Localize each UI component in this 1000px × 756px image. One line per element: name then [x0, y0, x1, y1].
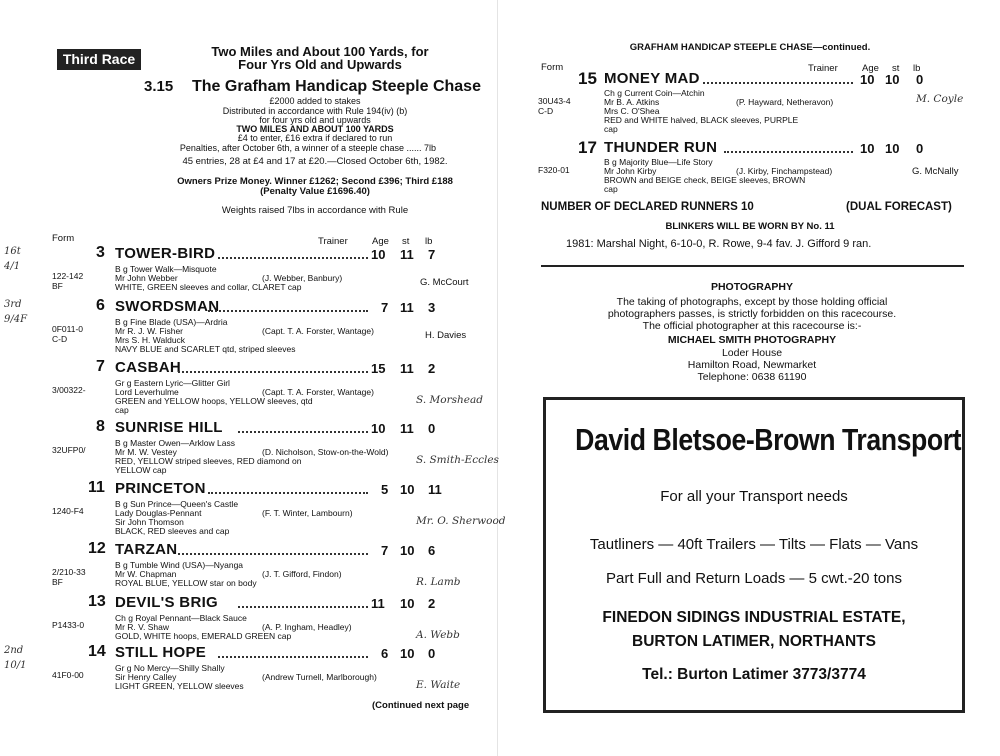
runner-trainer: (D. Nicholson, Stow-on-the-Wold) [262, 447, 389, 457]
runner-owner: Sir Henry Calley [115, 672, 177, 682]
runner-stone: 10 [885, 141, 900, 156]
runner-colours-cont: cap [115, 405, 129, 415]
runner-form: F320-01 [538, 165, 570, 175]
runner-dots [178, 360, 368, 373]
handwritten-jockey: A. Webb [416, 629, 460, 641]
runner-number: 11 [88, 479, 105, 496]
runner-name: PRINCETON [115, 480, 206, 497]
runner-owner: Mr R. J. W. Fisher [115, 326, 183, 336]
runner-name: TARZAN [115, 541, 178, 558]
runner-pounds: 0 [428, 421, 436, 436]
runner-age: 10 [371, 421, 386, 436]
runner-colours: LIGHT GREEN, YELLOW sleeves [115, 681, 244, 691]
runner-dots [238, 420, 368, 433]
condition-line: £4 to enter, £16 extra if declared to run [237, 133, 393, 143]
col-header-st-right: st [892, 63, 900, 74]
runner-colours: WHITE, GREEN sleeves and collar, CLARET cap [115, 282, 302, 292]
runner-name: MONEY MAD [604, 70, 700, 87]
runner-dots [208, 481, 368, 494]
handwritten-jockey: E. Waite [416, 679, 461, 691]
runner-owner: Mr R. V. Shaw [115, 622, 170, 632]
photography-text: photographers passes, is strictly forbidden on this racecourse. [607, 308, 897, 320]
runner-entry [0, 244, 497, 300]
runner-colours: NAVY BLUE and SCARLET qtd, striped sleeves [115, 344, 296, 354]
runner-age: 5 [381, 482, 389, 497]
runner-jockey: H. Davies [425, 330, 467, 341]
runner-number: 8 [96, 418, 105, 435]
runner-colours: ROYAL BLUE, YELLOW star on body [115, 578, 257, 588]
runner-form: 3/00322- [52, 385, 86, 395]
runner-trainer: (Capt. T. A. Forster, Wantage) [262, 326, 374, 336]
condition-line: Distributed in accordance with Rule 194(iv) (b) [222, 106, 408, 116]
runner-trainer: (J. Kirby, Finchampstead) [736, 166, 833, 176]
runner-stone: 10 [400, 646, 415, 661]
col-header-lb-right: lb [913, 63, 921, 74]
runner-form: 122-142 BF [52, 271, 84, 291]
photographer-address: Hamilton Road, Newmarket [687, 359, 817, 371]
runner-owner: Mr B. A. Atkins [604, 97, 660, 107]
runner-entry [0, 418, 497, 474]
runner-colours-cont: cap [604, 184, 618, 194]
runner-stone: 10 [885, 72, 900, 87]
continued-note: (Continued next page [372, 700, 470, 711]
section-divider [541, 265, 964, 267]
runner-stone: 11 [400, 247, 414, 262]
runner-trainer: (Capt. T. A. Forster, Wantage) [262, 387, 374, 397]
runner-pounds: 0 [916, 141, 924, 156]
declared-runners: NUMBER OF DECLARED RUNNERS 10 [541, 201, 754, 213]
runner-name: TOWER-BIRD [115, 245, 216, 262]
runner-pounds: 2 [428, 361, 436, 376]
runner-jockey: G. McNally [912, 166, 959, 177]
runner-age: 7 [381, 543, 389, 558]
advert-address-line2: BURTON LATIMER, NORTHANTS [632, 633, 876, 650]
runner-breeding: Gr g No Mercy—Shilly Shally [115, 663, 225, 673]
runner-form: 41F0-00 [52, 670, 84, 680]
runner-entry [500, 69, 997, 134]
handwritten-result: 16t 4/1 [4, 246, 21, 272]
col-header-form: Form [52, 233, 75, 244]
runner-name: SUNRISE HILL [115, 419, 223, 436]
runner-pounds: 11 [428, 482, 442, 497]
runner-name: DEVIL'S BRIG [115, 594, 219, 611]
runner-entry [0, 479, 506, 536]
runner-pounds: 2 [428, 596, 436, 611]
runner-form: 0F011-0 C-D [52, 324, 84, 344]
runner-form: 1240-F4 [52, 506, 84, 516]
advert-telephone: Tel.: Burton Latimer 3773/3774 [642, 666, 866, 683]
runner-breeding: Ch g Current Coin—Atchin [604, 88, 705, 98]
runner-colours-cont: YELLOW cap [115, 465, 167, 475]
runner-trainer: (J. T. Gifford, Findon) [262, 569, 342, 579]
runner-owner: Mr W. Chapman [115, 569, 177, 579]
runner-number: 13 [88, 593, 106, 610]
runner-pounds: 3 [428, 300, 436, 315]
runner-owner: Lady Douglas-Pennant [115, 508, 202, 518]
runner-owner: Mr John Kirby [604, 166, 657, 176]
weights-note: Weights raised 7lbs in accordance with Rule [221, 205, 409, 216]
blinkers-note: BLINKERS WILL BE WORN BY No. 11 [665, 221, 835, 232]
condition-line: TWO MILES AND ABOUT 100 YARDS [236, 124, 394, 134]
runner-colours: BLACK, RED sleeves and cap [115, 526, 230, 536]
runner-owner: Lord Leverhulme [115, 387, 179, 397]
runner-jockey: G. McCourt [420, 277, 469, 288]
runner-dots [238, 595, 368, 608]
runner-breeding: B g Fine Blade (USA)—Ardria [115, 317, 228, 327]
transport-advert [543, 397, 965, 713]
runner-trainer: (A. P. Ingham, Headley) [262, 622, 352, 632]
col-header-st: st [402, 236, 410, 247]
col-header-trainer: Trainer [318, 236, 348, 247]
runner-colours: RED and WHITE halved, BLACK sleeves, PURPLE [604, 115, 799, 125]
race-time: 3.15 [144, 78, 174, 95]
runner-entry [0, 540, 497, 596]
runner-dots [178, 542, 368, 555]
runner-breeding: B g Tumble Wind (USA)—Nyanga [115, 560, 244, 570]
runner-name: SWORDSMAN [115, 298, 220, 315]
runner-stone: 10 [400, 596, 415, 611]
runner-pounds: 0 [428, 646, 436, 661]
runner-owner: Mr John Webber [115, 273, 178, 283]
runner-breeding: B g Sun Prince—Queen's Castle [115, 499, 239, 509]
runner-breeding: Gr g Eastern Lyric—Glitter Girl [115, 378, 230, 388]
runner-age: 7 [381, 300, 389, 315]
advert-loads: Part Full and Return Loads — 5 cwt.-20 tons [606, 570, 902, 587]
runner-breeding: Ch g Royal Pennant—Black Sauce [115, 613, 247, 623]
race-title: The Grafham Handicap Steeple Chase [192, 78, 481, 95]
runner-number: 15 [578, 69, 597, 88]
runner-stone: 11 [400, 361, 414, 376]
runner-form: 32UFP0/ [52, 445, 86, 455]
advert-address-line1: FINEDON SIDINGS INDUSTRIAL ESTATE, [602, 609, 906, 626]
handwritten-jockey: M. Coyle [916, 93, 964, 105]
photography-title: PHOTOGRAPHY [710, 281, 794, 293]
runner-age: 11 [371, 596, 385, 611]
runner-age: 15 [371, 361, 386, 376]
runner-trainer: (Andrew Turnell, Marlborough) [262, 672, 377, 682]
handwritten-result: 2nd 10/1 [4, 645, 27, 671]
page-fold [497, 0, 498, 756]
runner-dots [724, 140, 854, 153]
runner-entry [0, 297, 497, 353]
handwritten-jockey: S. Smith-Eccles [416, 454, 499, 466]
continued-header: GRAFHAM HANDICAP STEEPLE CHASE—continued. [629, 42, 871, 53]
runner-form: P1433-0 [52, 620, 85, 630]
condition-line: £2000 added to stakes [269, 96, 361, 106]
last-year-winner: 1981: Marshal Night, 6-10-0, R. Rowe, 9-4 fav. J. Gifford 9 ran. [566, 238, 872, 250]
runner-stone: 11 [400, 421, 414, 436]
handwritten-jockey: R. Lamb [416, 576, 461, 588]
runner-entry [500, 138, 997, 198]
runner-colours: RED, YELLOW striped sleeves, RED diamond on [115, 456, 302, 466]
condition-line: for four yrs old and upwards [259, 115, 371, 125]
col-header-form-right: Form [541, 62, 564, 73]
runner-trainer: (F. T. Winter, Lambourn) [262, 508, 353, 518]
advert-title: David Bletsoe-Brown Transport [575, 422, 962, 457]
runner-name: THUNDER RUN [604, 139, 718, 156]
runner-breeding: B g Master Owen—Arklow Lass [115, 438, 235, 448]
runner-colours: GREEN and YELLOW hoops, YELLOW sleeves, qtd [115, 396, 313, 406]
race-stamp: Third Race [57, 49, 141, 70]
runner-pounds: 0 [916, 72, 924, 87]
penalty-value: (Penalty Value £1696.40) [260, 186, 370, 197]
condition-line: Penalties, after October 6th, a winner of a steeple chase ...... 7lb [179, 143, 437, 153]
runner-pounds: 7 [428, 247, 436, 262]
runner-entry [0, 643, 497, 699]
condition-line: 45 entries, 28 at £4 and 17 at £20.—Closed October 6th, 1982. [182, 156, 448, 167]
runner-dots [218, 645, 368, 658]
runner-number: 7 [96, 358, 105, 375]
col-header-lb: lb [425, 236, 433, 247]
runner-breeding: B g Majority Blue—Life Story [604, 157, 713, 167]
runner-stone: 11 [400, 300, 414, 315]
runner-entry [0, 593, 497, 649]
runner-entry [0, 358, 497, 414]
handwritten-jockey: S. Morshead [416, 394, 483, 406]
photographer-address: Loder House [721, 347, 783, 359]
runner-dots [703, 71, 854, 84]
runner-age: 10 [860, 72, 875, 87]
runner-colours: GOLD, WHITE hoops, EMERALD GREEN cap [115, 631, 292, 641]
runner-trainer: (J. Webber, Banbury) [262, 273, 343, 283]
runner-breeding: B g Tower Walk—Misquote [115, 264, 217, 274]
col-header-trainer-right: Trainer [808, 63, 838, 74]
handwritten-result: 3rd 9/4F [4, 299, 28, 325]
runner-trainer: (P. Hayward, Netheravon) [736, 97, 834, 107]
runner-age: 10 [371, 247, 386, 262]
runner-pounds: 6 [428, 543, 436, 558]
photographer-name: MICHAEL SMITH PHOTOGRAPHY [667, 334, 837, 346]
runner-co-owner: Mrs S. H. Walduck [115, 335, 186, 345]
col-header-age: Age [372, 236, 389, 247]
runner-colours: BROWN and BEIGE check, BEIGE sleeves, BROWN [604, 175, 806, 185]
photography-text: The taking of photographs, except by those holding official [616, 296, 888, 308]
photographer-address: Telephone: 0638 61190 [697, 371, 807, 383]
runner-number: 12 [88, 540, 106, 557]
col-header-age-right: Age [862, 63, 879, 74]
runner-age: 10 [860, 141, 875, 156]
runner-stone: 10 [400, 482, 415, 497]
runner-colours-cont: cap [604, 124, 618, 134]
photography-text: The official photographer at this racecourse is:- [642, 320, 862, 332]
race-distance-line1: Two Miles and About 100 Yards, for [211, 44, 429, 59]
runner-dots [218, 246, 368, 259]
runner-number: 6 [96, 297, 105, 314]
runner-name: CASBAH [115, 359, 181, 376]
runner-age: 6 [381, 646, 389, 661]
runner-dots [208, 299, 368, 312]
runner-owner: Mr M. W. Vestey [115, 447, 177, 457]
runner-number: 17 [578, 138, 597, 157]
advert-title-wrap [546, 422, 962, 458]
handwritten-jockey: Mr. O. Sherwood [416, 515, 506, 527]
runner-form: 2/210-33 BF [52, 567, 86, 587]
dual-forecast: (DUAL FORECAST) [846, 201, 952, 213]
runner-co-owner: Mrs C. O'Shea [604, 106, 660, 116]
advert-services: Tautliners — 40ft Trailers — Tilts — Flats — Vans [589, 536, 919, 553]
advert-tagline: For all your Transport needs [660, 488, 848, 505]
runner-name: STILL HOPE [115, 644, 207, 661]
runner-stone: 10 [400, 543, 415, 558]
runner-co-owner: Sir John Thomson [115, 517, 184, 527]
prize-money: Owners Prize Money. Winner £1262; Second £396; Third £188 [177, 176, 453, 187]
runner-number: 3 [96, 244, 105, 261]
runner-number: 14 [88, 643, 106, 660]
runner-form: 30U43-4 C-D [538, 96, 571, 116]
race-distance-line2: Four Yrs Old and Upwards [238, 57, 402, 72]
